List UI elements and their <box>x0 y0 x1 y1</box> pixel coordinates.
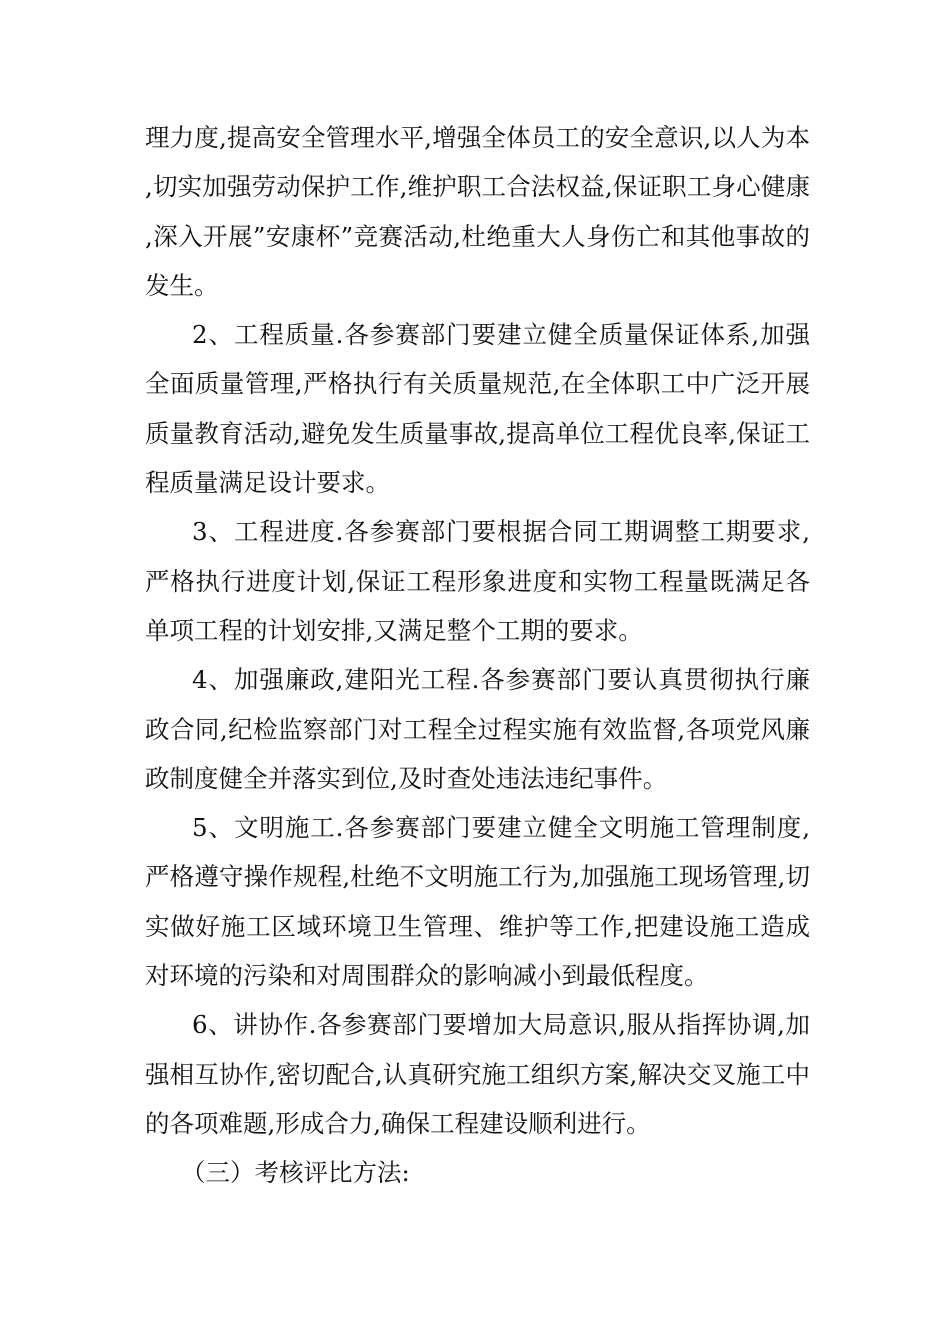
paragraph-engineering-progress: 3、工程进度.各参赛部门要根据合同工期调整工期要求,严格执行进度计划,保证工程形象进度和实物工程量既满足各单项工程的计划安排,又满足整个工期的要求。 <box>145 517 810 645</box>
document-body <box>145 113 810 1198</box>
paragraph-safety-continued: 理力度,提高安全管理水平,增强全体员工的安全意识,以人为本,切实加强劳动保护工作,维护职工合法权益,保证职工身心健康,深入开展”安康杯”竞赛活动,杜绝重大人身伤亡和其他事故的发生。 <box>145 123 810 300</box>
paragraph-integrity: 4、加强廉政,建阳光工程.各参赛部门要认真贯彻执行廉政合同,纪检监察部门对工程全过程实施有效监督,各项党风廉政制度健全并落实到位,及时查处违法违纪事件。 <box>145 665 810 793</box>
paragraph-engineering-quality: 2、工程质量.各参赛部门要建立健全质量保证体系,加强全面质量管理,严格执行有关质量规范,在全体职工中广泛开展质量教育活动,避免发生质量事故,提高单位工程优良率,保证工程质量满足设计要求。 <box>145 320 810 498</box>
paragraph-civilized-construction: 5、文明施工.各参赛部门要建立健全文明施工管理制度,严格遵守操作规程,杜绝不文明施工行为,加强施工现场管理,切实做好施工区域环境卫生管理、维护等工作,把建设施工造成对环境的污染和对周围群众的影响减小到最低程度。 <box>145 813 810 991</box>
paragraph-cooperation: 6、讲协作.各参赛部门要增加大局意识,服从指挥协调,加强相互协作,密切配合,认真研究施工组织方案,解决交叉施工中的各项难题,形成合力,确保工程建设顺利进行。 <box>145 1010 810 1138</box>
section-heading-evaluation-method: （三）考核评比方法: <box>181 1158 410 1188</box>
